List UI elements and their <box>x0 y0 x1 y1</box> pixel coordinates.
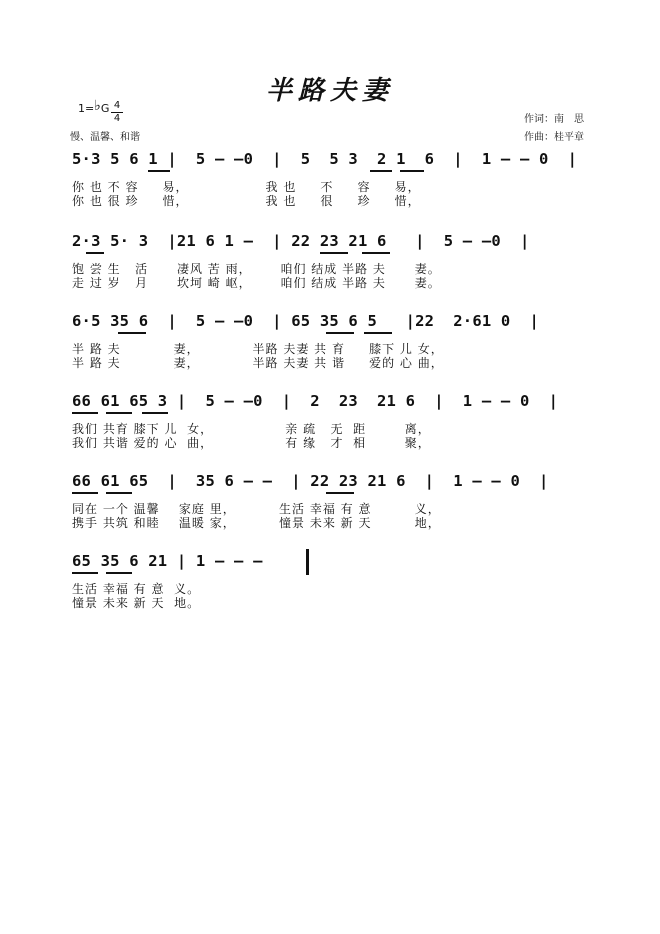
beam-underline <box>326 492 354 494</box>
lyric-verse-1: 我们 共育 膝下 儿 女， 亲 疏 无 距 离， <box>72 422 431 436</box>
key-signature <box>78 98 109 115</box>
final-barline <box>306 549 309 575</box>
notation-line: 65 35 6 21 | 1 – – – <box>72 552 263 570</box>
lyric-verse-2: 你 也 很 珍 惜， 我 也 很 珍 惜， <box>72 194 421 208</box>
lyric-verse-1: 同在 一个 温馨 家庭 里， 生活 幸福 有 意 义， <box>72 502 441 516</box>
notation-line: 6·5 35 6 | 5 – –0 | 65 35 6 5 |22 2·61 0 | <box>72 312 540 330</box>
notation-line: 5·3 5 6 1 | 5 – –0 | 5 5 3 2 1 6 | 1 – – 0 | <box>72 150 578 168</box>
lyric-verse-2: 我们 共谐 爱的 心 曲， 有 缘 才 相 聚， <box>72 436 431 450</box>
beam-underline <box>72 492 98 494</box>
notation-line: 2·3 5· 3 |21 6 1 – | 22 23 21 6 | 5 – –0 | <box>72 232 530 250</box>
lyric-verse-2: 走 过 岁 月 坎坷 崎 岖， 咱们 结成 半路 夫 妻。 <box>72 276 441 290</box>
flat-icon: ♭ <box>94 98 101 114</box>
beam-underline <box>72 572 98 574</box>
beam-underline <box>148 170 170 172</box>
beam-underline <box>370 170 392 172</box>
lyric-verse-2: 憧景 未来 新 天 地。 <box>72 596 201 610</box>
beam-underline <box>118 332 146 334</box>
composer-credit: 作曲：桂平章 <box>524 132 584 143</box>
lyricist-credit: 作词：南 思 <box>524 114 584 125</box>
tempo-marking: 慢、温馨、和谐 <box>70 132 140 143</box>
beam-underline <box>364 332 392 334</box>
beam-underline <box>320 252 348 254</box>
key-note: G <box>100 102 110 115</box>
beam-underline <box>106 492 132 494</box>
beam-underline <box>142 412 168 414</box>
song-title: 半路夫妻 <box>265 76 394 106</box>
key-prefix: 1= <box>78 102 95 115</box>
beam-underline <box>362 252 390 254</box>
time-bottom: 4 <box>113 113 121 124</box>
lyric-verse-1: 半 路 夫 妻， 半路 夫妻 共 育 膝下 儿 女， <box>72 342 444 356</box>
notation-line: 66 61 65 3 | 5 – –0 | 2 23 21 6 | 1 – – 0 | <box>72 392 559 410</box>
beam-underline <box>106 412 132 414</box>
lyric-verse-1: 你 也 不 容 易， 我 也 不 容 易， <box>72 180 421 194</box>
beam-underline <box>86 252 104 254</box>
time-top: 4 <box>113 100 121 111</box>
time-signature <box>110 100 124 125</box>
notation-line: 66 61 65 | 35 6 – – | 22 23 21 6 | 1 – – 0 | <box>72 472 549 490</box>
beam-underline <box>106 572 132 574</box>
beam-underline <box>400 170 424 172</box>
lyric-verse-1: 饱 尝 生 活 凄风 苦 雨， 咱们 结成 半路 夫 妻。 <box>72 262 441 276</box>
beam-underline <box>326 332 354 334</box>
lyric-verse-2: 携手 共筑 和睦 温暖 家， 憧景 未来 新 天 地， <box>72 516 441 530</box>
beam-underline <box>72 412 98 414</box>
lyric-verse-1: 生活 幸福 有 意 义。 <box>72 582 201 596</box>
lyric-verse-2: 半 路 夫 妻， 半路 夫妻 共 谐 爱的 心 曲， <box>72 356 444 370</box>
